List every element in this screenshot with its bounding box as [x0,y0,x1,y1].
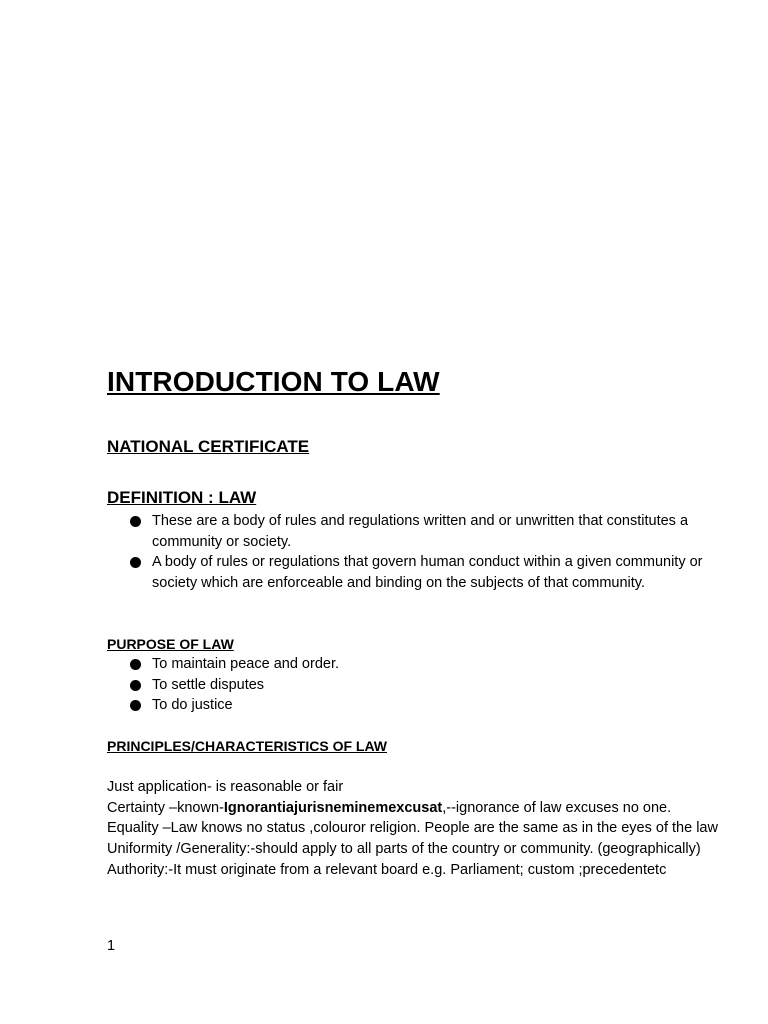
bullet-icon [130,680,141,691]
certainty-text [107,798,722,819]
bullet-icon [130,516,141,527]
uniformity-text: Uniformity /Generality:-should apply to all parts of the country or community. (geographically) [107,841,701,858]
just-application-text: Just application- is reasonable or fair [107,779,344,795]
authority-text: Authority:-It must originate from a relevant board e.g. Parliament; custom ;precedentetc [107,861,667,878]
list-item [107,511,737,552]
certainty-suffix: ,--ignorance of law excuses no one. [442,799,672,816]
purpose-item-text: To do justice [152,697,233,714]
equality-text: Equality –Law knows no status ,colouror religion. People are the same as in the eyes of the law [107,820,718,837]
bullet-icon [130,659,141,670]
bullet-icon [130,557,141,568]
bullet-icon [130,700,141,711]
purpose-item-text: To settle disputes [152,676,265,693]
list-item [107,654,737,675]
subtitle-heading: NATIONAL CERTIFICATE [107,437,310,456]
list-item [107,552,737,593]
definition-list [107,511,737,594]
definition-heading: DEFINITION : LAW [107,488,257,507]
document-title: INTRODUCTION TO LAW [107,366,440,397]
page-number: 1 [107,938,116,954]
list-item [107,695,737,716]
principles-heading: PRINCIPLES/CHARACTERISTICS OF LAW [107,738,388,754]
latin-maxim: Ignorantiajurisneminemexcusat [223,799,443,816]
principles-body [107,777,722,881]
list-item [107,675,737,696]
certainty-prefix: Certainty –known- [107,799,224,816]
purpose-list [107,654,737,716]
definition-item-text: A body of rules or regulations that govern human conduct within a given community or society which are enforceable and binding on the subjects of that community. [152,554,703,592]
purpose-item-text: To maintain peace and order. [152,656,340,672]
definition-item-text: These are a body of rules and regulations written and or unwritten that constitutes a community or society. [152,513,689,550]
purpose-heading: PURPOSE OF LAW [107,636,234,652]
